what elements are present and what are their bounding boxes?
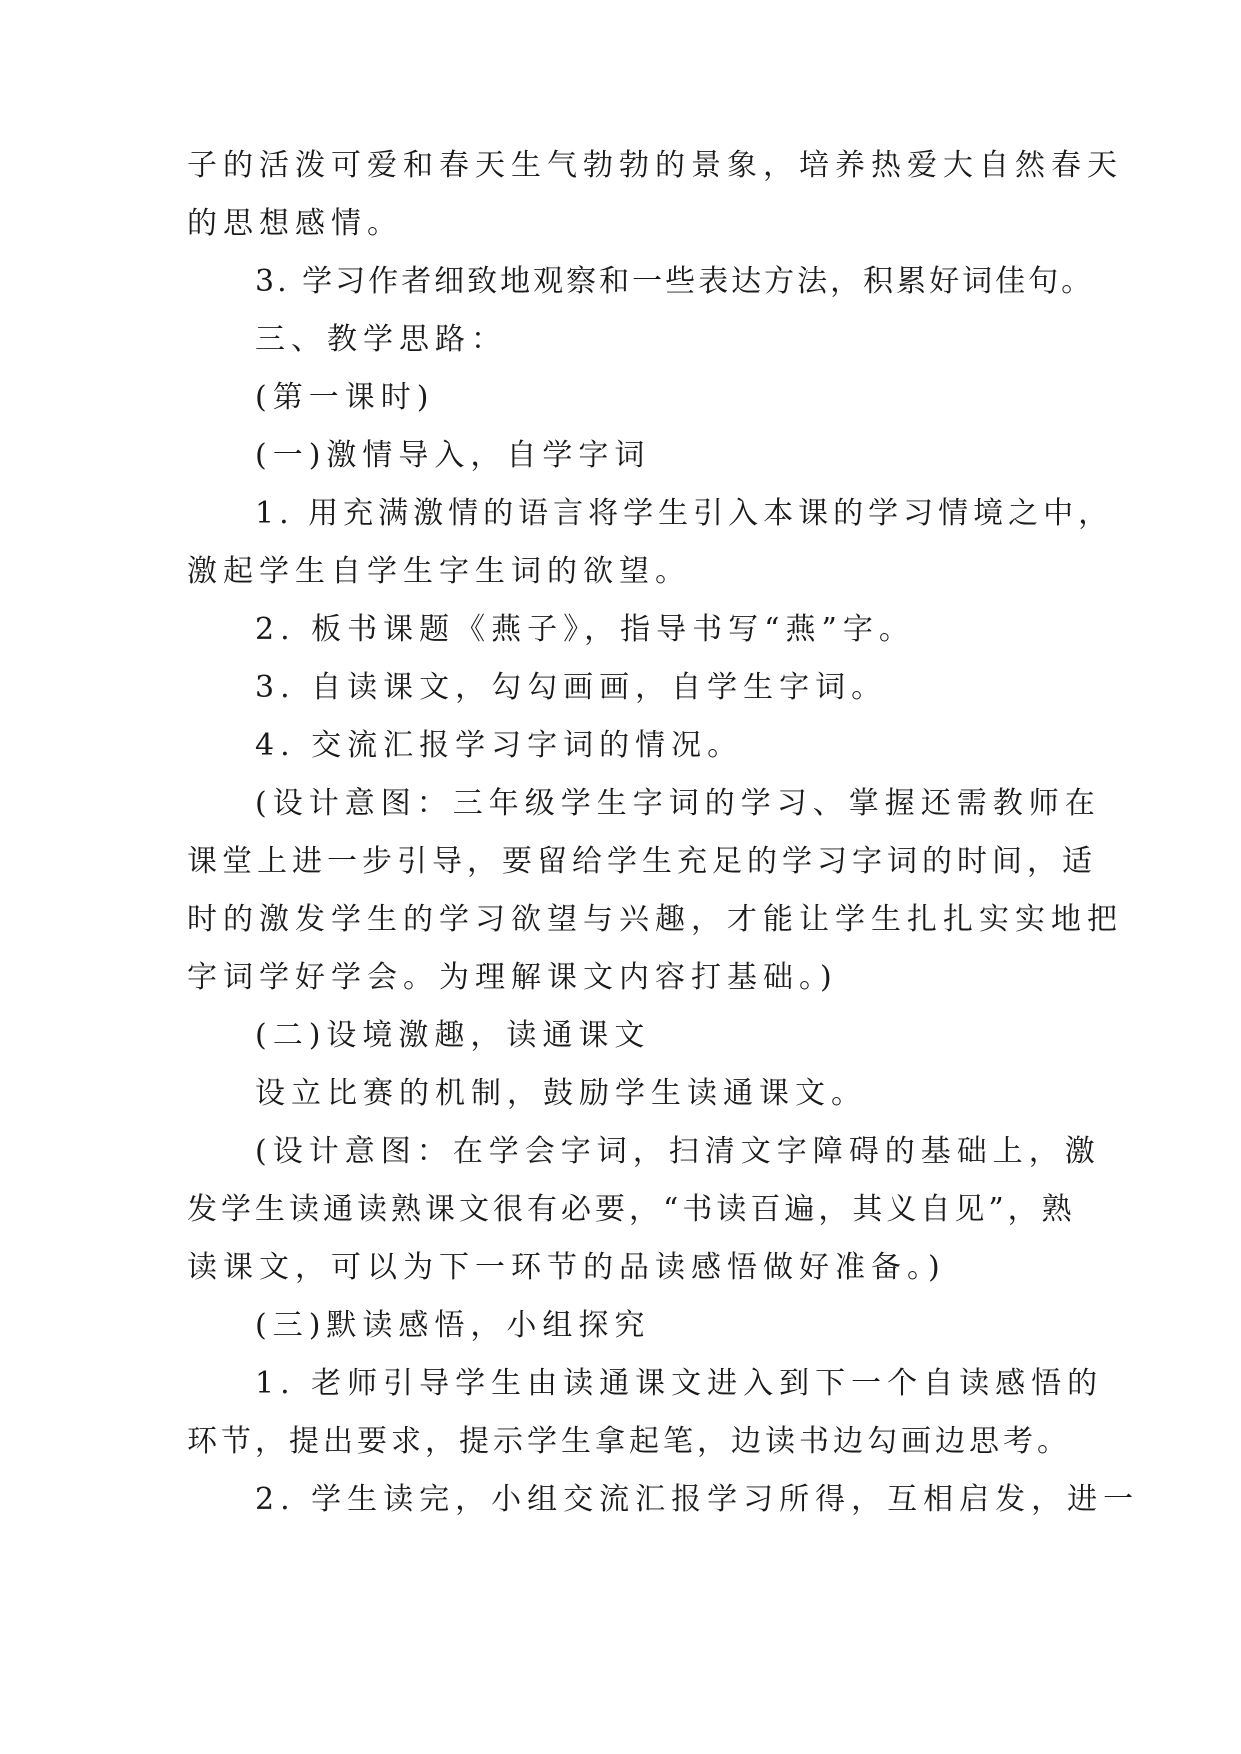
text-line: 1. 老师引导学生由读通课文进入到下一个自读感悟的: [255, 1366, 1104, 1401]
text-line: (设计意图：三年级学生字词的学习、掌握还需教师在: [255, 786, 1101, 821]
subsection-heading: (一)激情导入，自学字词: [255, 438, 651, 473]
text-line: 设立比赛的机制，鼓励学生读通课文。: [255, 1076, 867, 1111]
text-line: 激起学生自学生字生词的欲望。: [187, 554, 691, 589]
session-label: (第一课时): [255, 380, 435, 415]
text-line: 课堂上进一步引导，要留给学生充足的学习字词的时间，适: [187, 844, 1097, 879]
text-line: 2. 学生读完，小组交流汇报学习所得，互相启发，进一: [255, 1482, 1140, 1517]
text-line: 子的活泼可爱和春天生气勃勃的景象，培养热爱大自然春天: [187, 148, 1123, 183]
text-line: 1. 用充满激情的语言将学生引入本课的学习情境之中，: [255, 496, 1114, 531]
subsection-heading: (二)设境激趣，读通课文: [255, 1018, 651, 1053]
text-line: (设计意图：在学会字词，扫清文字障碍的基础上，激: [255, 1134, 1101, 1169]
text-line: 时的激发学生的学习欲望与兴趣，才能让学生扎扎实实地把: [187, 902, 1123, 937]
section-heading: 三、教学思路：: [255, 322, 507, 357]
text-line: 读课文，可以为下一环节的品读感悟做好准备。): [187, 1250, 946, 1285]
text-line: 环节，提出要求，提示学生拿起笔，边读书边勾画边思考。: [187, 1424, 1071, 1459]
text-line: 3. 学习作者细致地观察和一些表达方法，积累好词佳句。: [255, 264, 1095, 299]
text-line: 的思想感情。: [187, 206, 403, 241]
text-line: 4. 交流汇报学习字词的情况。: [255, 728, 744, 763]
text-line: 发学生读通读熟课文很有必要，“书读百遍，其义自见”，熟: [187, 1192, 1076, 1227]
text-line: 字词学好学会。为理解课文内容打基础。): [187, 960, 838, 995]
subsection-heading: (三)默读感悟，小组探究: [255, 1308, 651, 1343]
text-line: 3. 自读课文，勾勾画画，自学生字词。: [255, 670, 888, 705]
text-line: 2. 板书课题《燕子》，指导书写“燕”字。: [255, 612, 915, 647]
